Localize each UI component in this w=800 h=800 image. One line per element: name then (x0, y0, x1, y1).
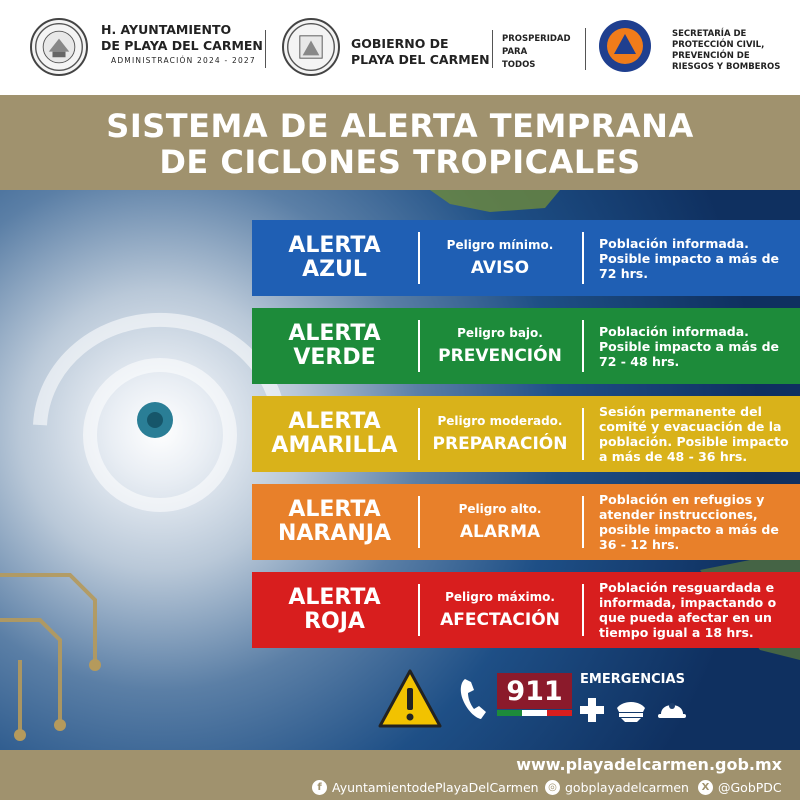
slogan-line1: PROSPERIDAD (502, 34, 571, 44)
secretariat-line1: SECRETARÍA DE (672, 29, 747, 39)
secretariat-line2: PROTECCIÓN CIVIL, (672, 40, 765, 50)
alert-level-label (252, 308, 417, 384)
header-bar (0, 0, 800, 95)
alert-level-word: ALERTA (288, 233, 381, 258)
alert-description: Población en refugios y atender instrucciones, posible impacto a más de 36 - 12 hrs. (599, 492, 779, 552)
alert-description: Población informada. Posible impacto a más de 72 hrs. (599, 235, 780, 281)
slogan-line3: TODOS (502, 60, 536, 70)
mexico-flag-stripe (497, 710, 572, 716)
alert-level-color: ROJA (304, 609, 365, 634)
row-divider (582, 496, 584, 548)
alert-level-word: ALERTA (288, 321, 381, 346)
alert-description: Sesión permanente del comité y evacuación de la población. Posible impacto a más de 48 - 36 hrs. (599, 404, 789, 464)
police-cap-icon (615, 698, 647, 722)
alert-level-label (252, 572, 417, 648)
alert-row-orange (252, 484, 800, 560)
header-divider (492, 30, 493, 68)
danger-level-text: Peligro bajo. (457, 326, 543, 340)
danger-level-text: Peligro alto. (458, 502, 542, 516)
municipal-seal-logo (30, 18, 88, 76)
alert-danger-cell (420, 484, 580, 560)
medical-cross-icon (580, 698, 604, 722)
administration-period: ADMINISTRACIÓN 2024 - 2027 (111, 56, 256, 65)
header-divider (585, 28, 586, 70)
warning-icon (377, 668, 443, 730)
instagram-handle: gobplayadelcarmen (565, 780, 689, 795)
title-line1: SISTEMA DE ALERTA TEMPRANA (106, 107, 694, 145)
alert-level-label (252, 396, 417, 472)
alert-level-word: ALERTA (288, 585, 381, 610)
social-instagram[interactable] (545, 780, 689, 795)
secretariat-line3: PREVENCIÓN DE (672, 51, 750, 61)
danger-level-text: Peligro moderado. (437, 414, 563, 428)
government-name-line2: PLAYA DEL CARMEN (351, 52, 490, 67)
alert-level-color: AZUL (302, 257, 367, 282)
alert-level-label (252, 484, 417, 560)
alert-danger-cell (420, 308, 580, 384)
website-link[interactable]: www.playadelcarmen.gob.mx (516, 755, 782, 774)
government-name-line1: GOBIERNO DE (351, 36, 449, 51)
alert-danger-cell (420, 572, 580, 648)
header-divider (265, 30, 266, 68)
alert-level-label (252, 220, 417, 296)
alert-danger-cell (420, 220, 580, 296)
facebook-handle: AyuntamientodePlayaDelCarmen (332, 780, 539, 795)
row-divider (582, 320, 584, 372)
alert-level-color: NARANJA (277, 521, 392, 546)
phase-text: PREPARACIÓN (432, 434, 568, 454)
alert-level-word: ALERTA (288, 497, 381, 522)
alert-row-yellow (252, 396, 800, 472)
phase-text: AVISO (470, 258, 530, 278)
alert-level-color: AMARILLA (271, 433, 398, 458)
municipality-name-line2: DE PLAYA DEL CARMEN (101, 38, 263, 53)
row-divider (582, 232, 584, 284)
footer-bar (0, 750, 800, 800)
facebook-icon: f (312, 780, 327, 795)
alert-level-word: ALERTA (288, 409, 381, 434)
x-icon: X (698, 780, 713, 795)
municipality-name-line1: H. AYUNTAMIENTO (101, 22, 232, 37)
government-seal-logo (282, 18, 340, 76)
instagram-icon: ◎ (545, 780, 560, 795)
alert-row-green (252, 308, 800, 384)
title-band (0, 95, 800, 190)
title-line2: DE CICLONES TROPICALES (159, 143, 641, 181)
emergency-label: EMERGENCIAS (580, 672, 685, 687)
alert-row-blue (252, 220, 800, 296)
emergency-number[interactable]: 911 (497, 673, 572, 709)
firefighter-helmet-icon (657, 694, 687, 722)
alert-row-red (252, 572, 800, 648)
social-x[interactable] (698, 780, 782, 795)
phase-text: ALARMA (459, 522, 541, 542)
phone-icon (457, 676, 491, 722)
x-handle: @GobPDC (718, 780, 782, 795)
alert-description: Población resguardada e informada, impactando o que pueda afectar en un tiempo igual a 18 hrs. (599, 580, 777, 640)
civil-protection-logo (599, 20, 651, 72)
danger-level-text: Peligro mínimo. (446, 238, 554, 252)
social-facebook[interactable] (312, 780, 539, 795)
alert-description: Población informada. Posible impacto a más de 72 - 48 hrs. (599, 323, 780, 369)
alert-danger-cell (420, 396, 580, 472)
phase-text: AFECTACIÓN (440, 610, 560, 630)
secretariat-line4: RIESGOS Y BOMBEROS (672, 62, 781, 72)
emergency-contact (375, 660, 705, 740)
row-divider (582, 408, 584, 460)
slogan-line2: PARA (502, 47, 528, 57)
danger-level-text: Peligro máximo. (445, 590, 555, 604)
alert-level-color: VERDE (293, 345, 376, 370)
row-divider (582, 584, 584, 636)
phase-text: PREVENCIÓN (438, 346, 562, 366)
